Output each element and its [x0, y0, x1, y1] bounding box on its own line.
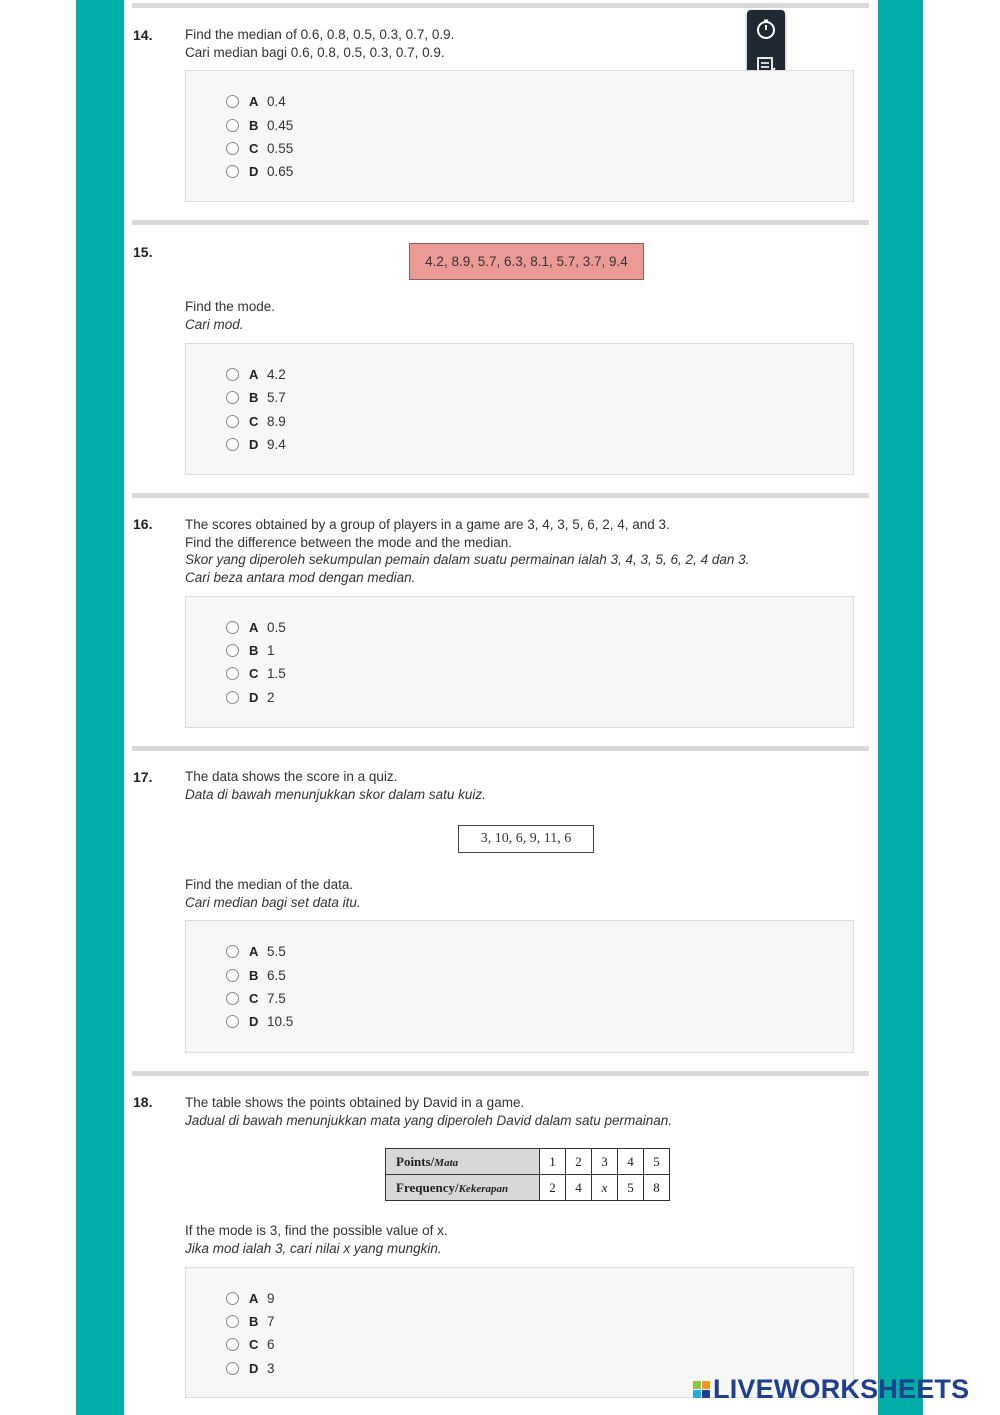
table-header-points: [386, 1149, 540, 1175]
option-letter: A: [249, 943, 259, 959]
radio-button[interactable]: [226, 1338, 239, 1351]
header-label: Frequency/: [396, 1179, 459, 1195]
option-letter: B: [249, 117, 259, 133]
option-letter: B: [249, 389, 259, 405]
table-cell: 4: [618, 1149, 644, 1175]
option-c[interactable]: [226, 664, 286, 682]
option-letter: D: [249, 1360, 259, 1376]
table-cell: 8: [644, 1175, 670, 1201]
option-letter: B: [249, 967, 259, 983]
option-value: 10.5: [267, 1013, 294, 1029]
data-values-box: 4.2, 8.9, 5.7, 6.3, 8.1, 5.7, 3.7, 9.4: [409, 243, 644, 280]
right-margin-band: [878, 0, 923, 1415]
option-value: 2: [267, 689, 275, 705]
options-box-15: [185, 343, 854, 475]
option-value: 0.65: [267, 163, 294, 179]
option-value: 4.2: [267, 366, 286, 382]
radio-button[interactable]: [226, 415, 239, 428]
option-c[interactable]: [226, 989, 286, 1007]
question-16-text: [185, 516, 749, 586]
question-15-text: [185, 298, 275, 333]
option-b[interactable]: [226, 966, 286, 984]
option-c[interactable]: [226, 1335, 275, 1353]
option-b[interactable]: [226, 641, 275, 659]
option-a[interactable]: [226, 942, 286, 960]
top-divider: [132, 3, 869, 8]
option-letter: C: [249, 1336, 259, 1352]
option-value: 6: [267, 1336, 275, 1352]
question-number: 16.: [133, 516, 153, 532]
option-a[interactable]: [226, 618, 286, 636]
option-letter: C: [249, 140, 259, 156]
option-value: 0.4: [267, 93, 286, 109]
question-text-ms: Skor yang diperoleh sekumpulan pemain dalam suatu permainan ialah 3, 4, 3, 5, 6, 2, 4 dan 3.: [185, 552, 750, 567]
question-text-ms: Cari mod.: [185, 316, 244, 332]
table-cell: 2: [540, 1175, 566, 1201]
question-text-en-2: Find the difference between the mode and the median.: [185, 534, 512, 550]
option-d[interactable]: [226, 1012, 293, 1030]
option-value: 8.9: [267, 413, 286, 429]
question-text-ms-2: Cari beza antara mod dengan median.: [185, 569, 416, 585]
option-b[interactable]: [226, 388, 286, 406]
radio-button[interactable]: [226, 992, 239, 1005]
radio-button[interactable]: [226, 1362, 239, 1375]
option-value: 0.55: [267, 140, 294, 156]
points-frequency-table: [385, 1148, 670, 1201]
option-letter: D: [249, 1013, 259, 1029]
question-17-text: [185, 768, 486, 803]
question-text-ms-2: Cari median bagi set data itu.: [185, 894, 361, 910]
options-box-16: [185, 596, 854, 728]
option-b[interactable]: [226, 116, 293, 134]
option-value: 0.5: [267, 619, 286, 635]
option-letter: B: [249, 1313, 259, 1329]
radio-button[interactable]: [226, 621, 239, 634]
question-text-en: The table shows the points obtained by David in a game.: [185, 1095, 525, 1110]
table-cell: 5: [618, 1175, 644, 1201]
option-letter: A: [249, 366, 259, 382]
option-letter: D: [249, 689, 259, 705]
option-letter: C: [249, 665, 259, 681]
question-18-text-2: [185, 1222, 448, 1257]
option-value: 9: [267, 1290, 275, 1306]
header-label: Points/: [396, 1153, 435, 1169]
question-text-ms-2: Jika mod ialah 3, cari nilai x yang mungkin.: [185, 1240, 442, 1256]
option-d[interactable]: [226, 435, 286, 453]
radio-button[interactable]: [226, 1315, 239, 1328]
option-value: 5.7: [267, 389, 286, 405]
table-row: [386, 1149, 670, 1175]
radio-button[interactable]: [226, 142, 239, 155]
question-text-en: The data shows the score in a quiz.: [185, 769, 398, 784]
radio-button[interactable]: [226, 667, 239, 680]
table-cell: 5: [644, 1149, 670, 1175]
option-letter: A: [249, 619, 259, 635]
question-number: 14.: [133, 27, 153, 43]
option-letter: C: [249, 990, 259, 1006]
section-divider: [132, 493, 869, 498]
radio-button[interactable]: [226, 438, 239, 451]
logo-text: LIVEWORKSHEETS: [713, 1374, 970, 1404]
option-a[interactable]: [226, 1289, 275, 1307]
option-d[interactable]: [226, 1359, 275, 1377]
option-letter: A: [249, 93, 259, 109]
question-text-en-2: If the mode is 3, find the possible value of x.: [185, 1223, 448, 1238]
option-d[interactable]: [226, 688, 275, 706]
option-c[interactable]: [226, 139, 293, 157]
data-values-box: 3, 10, 6, 9, 11, 6: [458, 825, 594, 853]
option-value: 0.45: [267, 117, 294, 133]
question-17-text-2: [185, 876, 361, 911]
question-number: 18.: [133, 1094, 153, 1110]
option-value: 1.5: [267, 665, 286, 681]
options-box-14: [185, 70, 854, 202]
option-letter: C: [249, 413, 259, 429]
options-box-17: [185, 920, 854, 1053]
radio-button[interactable]: [226, 1292, 239, 1305]
option-value: 6.5: [267, 967, 286, 983]
question-text-en: Find the mode.: [185, 299, 276, 314]
radio-button[interactable]: [226, 391, 239, 404]
question-18-text: [185, 1094, 672, 1129]
timer-icon[interactable]: [755, 18, 777, 40]
option-letter: A: [249, 1290, 259, 1306]
option-c[interactable]: [226, 412, 286, 430]
question-text-ms: Jadual di bawah menunjukkan mata yang diperoleh David dalam satu permainan.: [185, 1112, 673, 1128]
radio-button[interactable]: [226, 165, 239, 178]
liveworksheets-logo: [693, 1374, 969, 1405]
question-text-ms: Cari median bagi 0.6, 0.8, 0.5, 0.3, 0.7, 0.9.: [185, 44, 445, 60]
header-sub-label: Kekerapan: [458, 1182, 509, 1195]
option-a[interactable]: [226, 92, 286, 110]
option-value: 7.5: [267, 990, 286, 1006]
option-value: 5.5: [267, 943, 286, 959]
section-divider: [132, 746, 869, 751]
option-letter: B: [249, 642, 259, 658]
radio-button[interactable]: [226, 644, 239, 657]
option-value: 3: [267, 1360, 275, 1376]
radio-button[interactable]: [226, 691, 239, 704]
radio-button[interactable]: [226, 1015, 239, 1028]
option-letter: D: [249, 436, 259, 452]
option-letter: D: [249, 163, 259, 179]
left-margin-band: [76, 0, 124, 1415]
radio-button[interactable]: [226, 119, 239, 132]
option-d[interactable]: [226, 162, 293, 180]
section-divider: [132, 220, 869, 225]
question-text-en-2: Find the median of the data.: [185, 877, 354, 892]
question-number: 17.: [133, 769, 153, 785]
table-cell: 4: [566, 1175, 592, 1201]
radio-button[interactable]: [226, 368, 239, 381]
section-divider: [132, 1071, 869, 1076]
table-cell: 3: [592, 1149, 618, 1175]
table-cell: 1: [540, 1149, 566, 1175]
logo-mark-icon: [693, 1381, 711, 1399]
table-row: [386, 1175, 670, 1201]
question-text-en: Find the median of 0.6, 0.8, 0.5, 0.3, 0.7, 0.9.: [185, 27, 455, 42]
question-number: 15.: [133, 244, 153, 260]
option-b[interactable]: [226, 1312, 275, 1330]
radio-button[interactable]: [226, 95, 239, 108]
table-header-frequency: [386, 1175, 540, 1201]
option-value: 9.4: [267, 436, 286, 452]
option-value: 7: [267, 1313, 275, 1329]
table-cell: x: [592, 1175, 618, 1201]
radio-button[interactable]: [226, 945, 239, 958]
question-14-text: [185, 26, 454, 61]
header-sub-label: Mata: [434, 1156, 459, 1169]
table-cell: 2: [566, 1149, 592, 1175]
option-value: 1: [267, 642, 275, 658]
radio-button[interactable]: [226, 969, 239, 982]
question-text-ms: Data di bawah menunjukkan skor dalam satu kuiz.: [185, 786, 486, 802]
question-text-en: The scores obtained by a group of players in a game are 3, 4, 3, 5, 6, 2, 4, and 3.: [185, 517, 670, 532]
option-a[interactable]: [226, 365, 286, 383]
